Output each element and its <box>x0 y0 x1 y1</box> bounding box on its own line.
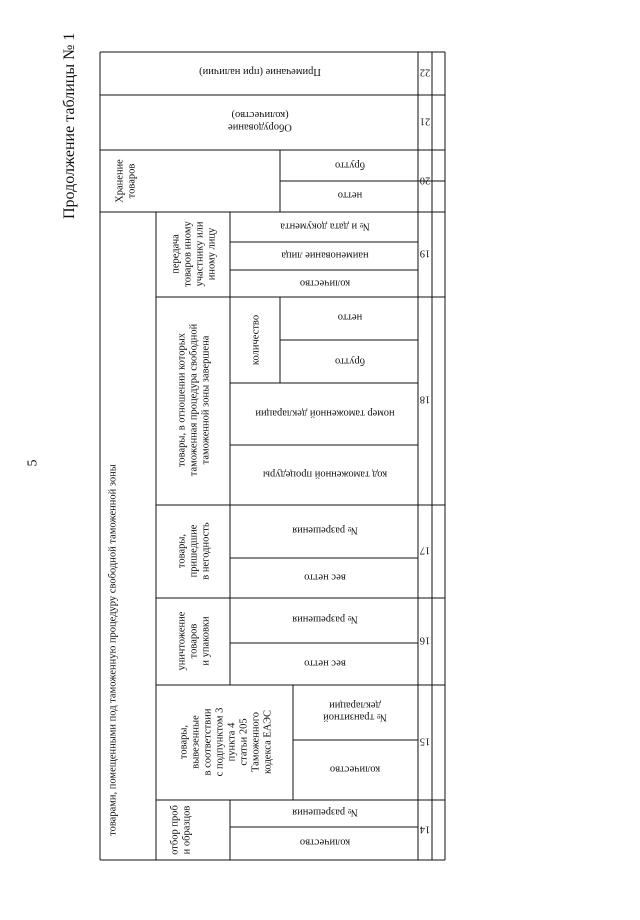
col18-title <box>177 323 212 476</box>
page-number: 5 <box>25 459 41 467</box>
column-number-18 <box>420 394 431 405</box>
equipment-header <box>228 109 292 133</box>
col19-person <box>281 249 369 260</box>
col15-decl <box>323 699 387 722</box>
col15-decl-line: декларации <box>329 699 381 711</box>
column-number-20-line: 20 <box>419 174 431 186</box>
col14-title-line: и образцов <box>181 805 193 855</box>
col14-qty <box>300 836 350 847</box>
col19-title-line: товаров иному <box>182 221 194 287</box>
page-title: Продолжение таблицы № 1 <box>61 32 78 219</box>
group-header-line: товарами, помещенными под таможенную процедуру свободной таможенной зоны <box>107 464 119 836</box>
storage-gross <box>335 159 365 170</box>
col15-title-line: вывезенные <box>190 715 202 769</box>
column-number-15 <box>420 736 431 747</box>
col18-gross-line: брутто <box>335 355 365 367</box>
col15-title-line: кодекса ЕАЭС <box>262 709 274 775</box>
col16-net-line: вес нетто <box>304 657 346 669</box>
equipment-header-line: (количество) <box>231 108 289 120</box>
col18-title-line: таможенной зоны завершена <box>200 335 212 465</box>
column-number-21-line: 21 <box>419 115 431 127</box>
col19-qty <box>300 277 350 288</box>
col16-perm-line: № разрешения <box>292 613 358 625</box>
col15-title-line: в соответствии <box>202 708 214 776</box>
storage-header-line: товаров <box>126 163 138 199</box>
col18-proc-line: код таможенной процедуры <box>262 468 388 480</box>
col17-title <box>177 522 212 580</box>
col16-title-line: и упаковки <box>200 616 212 666</box>
col17-title-line: пришедшие <box>188 524 200 578</box>
storage-header <box>115 159 138 203</box>
col17-title-line: в негодность <box>200 522 212 580</box>
col18-proc <box>263 468 387 479</box>
col16-title <box>177 611 212 670</box>
col19-title-line: передача <box>170 234 182 274</box>
col15-qty <box>330 763 380 774</box>
col18-gross <box>335 355 365 366</box>
col18-decl-line: номер таможенной декларации <box>255 407 395 419</box>
column-number-16-line: 16 <box>419 634 431 646</box>
column-number-18-line: 18 <box>419 393 431 405</box>
col15-title-line: с подпунктом 3 <box>214 707 226 777</box>
col16-title-line: товаров <box>188 623 200 659</box>
storage-gross-line: брутто <box>335 159 365 171</box>
col19-person-line: наименование лица <box>281 249 369 261</box>
column-number-14 <box>419 824 430 835</box>
storage-header-line: Хранение <box>114 159 126 203</box>
col19-title-line: иному лицу <box>206 227 218 281</box>
column-number-16 <box>420 635 431 646</box>
col15-title <box>179 708 274 777</box>
col18-qty <box>251 315 262 365</box>
col14-title <box>170 805 193 855</box>
col17-title-line: товары, <box>176 533 188 569</box>
col14-perm <box>292 806 358 817</box>
column-number-14-line: 14 <box>419 823 431 835</box>
col16-net <box>304 657 346 668</box>
col14-perm-line: № разрешения <box>292 806 358 818</box>
column-number-15-line: 15 <box>419 735 431 747</box>
col16-title-line: уничтожение <box>176 611 188 671</box>
column-number-19-line: 19 <box>419 247 431 259</box>
note-header <box>199 66 321 77</box>
column-number-21 <box>420 116 431 127</box>
col17-net <box>304 571 346 582</box>
col15-title-line: Таможенного <box>250 711 262 773</box>
col17-perm-line: № разрешения <box>292 524 358 536</box>
col19-doc <box>280 220 370 231</box>
col18-decl <box>255 407 395 418</box>
col15-title-line: статьи 205 <box>238 718 250 766</box>
col14-title-line: отбор проб <box>169 805 181 855</box>
col15-qty-line: количество <box>329 763 381 775</box>
col15-decl-line: № транзитной <box>323 711 387 723</box>
column-number-17-line: 17 <box>419 544 431 556</box>
column-number-19 <box>420 248 431 259</box>
col17-perm <box>292 524 358 535</box>
col17-net-line: вес нетто <box>304 571 346 583</box>
col19-qty-line: количество <box>299 277 351 289</box>
equipment-header-line: Оборудование <box>228 121 292 133</box>
storage-net-line: нетто <box>337 189 363 201</box>
col19-title-line: участнику или <box>194 221 206 287</box>
storage-net <box>338 189 363 200</box>
col18-net-line: нетто <box>337 311 363 323</box>
col19-title <box>171 221 218 287</box>
col18-title-line: товары, в отношении которых <box>176 332 188 468</box>
column-number-17 <box>420 545 431 556</box>
col15-title-line: пункта 4 <box>226 722 238 762</box>
col16-perm <box>292 613 358 624</box>
col18-qty-line: количество <box>250 314 262 366</box>
note-header-line: Примечание (при наличии) <box>199 66 321 78</box>
column-number-22-line: 22 <box>419 66 431 78</box>
col19-doc-line: № и дата документа <box>280 220 370 232</box>
group-header <box>108 464 119 836</box>
column-number-22 <box>420 67 431 78</box>
col18-net <box>338 311 363 322</box>
col14-qty-line: количество <box>299 836 351 848</box>
col18-title-line: таможенная процедура свободной <box>188 323 200 477</box>
col15-title-line: товары, <box>178 724 190 760</box>
column-number-20 <box>420 175 431 186</box>
